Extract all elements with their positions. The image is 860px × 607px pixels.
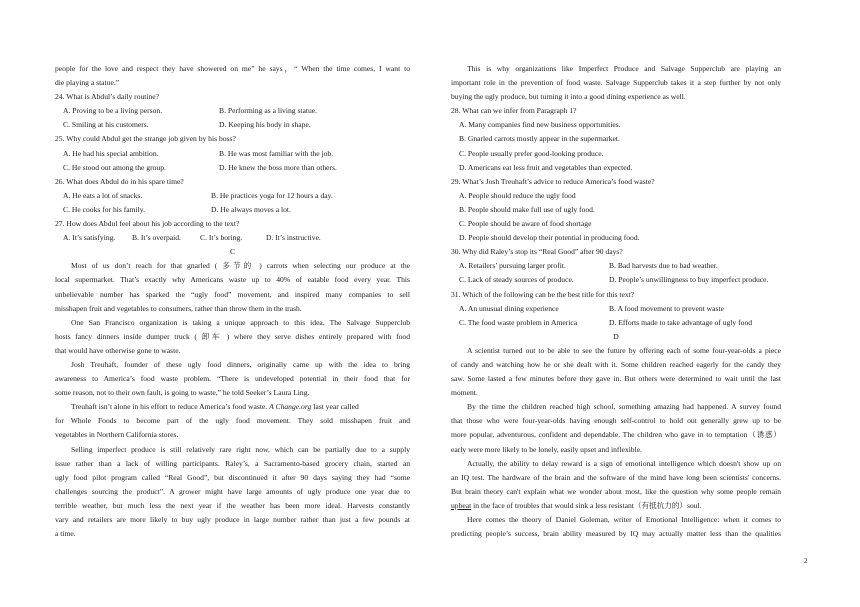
paragraph-line: One San Francisco organization is taking a unique approach to this idea. The Salvage Supperclub xyxy=(71,317,410,327)
section-heading-c: C xyxy=(229,247,236,257)
left-column xyxy=(55,62,410,541)
paragraph-line: people for the love and respect they have showered on me” he says，“ When the time comes, I want to xyxy=(55,64,410,73)
option-a: A. It’s satisfying. xyxy=(63,233,116,243)
paragraph-line: unbelievable number has sparked the “ugly food” movement, and inspired many companies to sell xyxy=(55,289,410,299)
paragraph-line xyxy=(451,499,781,513)
question-30-options-row1 xyxy=(451,259,781,273)
paragraph-line: die playing a statue.” xyxy=(55,78,120,88)
question-26-options-row2 xyxy=(55,203,410,217)
option-b: B. He practices yoga for 12 hours a day. xyxy=(211,190,333,200)
question-24-options-row2 xyxy=(55,118,410,132)
option-d: D. He always moves a lot. xyxy=(211,204,291,214)
question-31-options-row1 xyxy=(451,302,781,316)
question-28: 28. What can we infer from Paragraph 1? xyxy=(451,106,577,116)
paragraph-line: for Whole Foods to become part of the ugly food movement. They sold misshapen fruit and xyxy=(55,416,410,426)
option-d: D. Keeping his body in shape. xyxy=(219,120,311,130)
option-a: A. He had his special ambition. xyxy=(63,148,159,158)
paragraph-line: terrible weather, but much less the next year if the weather has been more ideal. Harvests constantly xyxy=(55,500,410,510)
paragraph-line: issue rather than a lack of willing participants. Raley’s, a Sacramento-based grocery chain, started an xyxy=(55,458,410,468)
option-c: C. People should be aware of food shortage xyxy=(459,219,592,229)
paragraph-line: This is why organizations like Imperfect Produce and Salvage Supperclub are playing an xyxy=(467,64,781,73)
paragraph-line: predicting people’s success, brain ability measured by IQ may actually matter less than the qualities xyxy=(451,529,781,539)
paragraph-line: buying the ugly produce, but turning it into a good dining experience as well. xyxy=(451,92,686,102)
question-26-options-row1 xyxy=(55,189,410,203)
paragraph-line: that those who were four-year-olds having enough self-control to hold out generally grew up to be xyxy=(451,416,781,426)
paragraph-line: But brain theory can't explain what we wonder about most, like the question why some people remain xyxy=(451,486,781,496)
option-d: D. It’s instructive. xyxy=(266,233,321,243)
paragraph-text: Treuhaft isn’t alone in his effort to reduce America’s food waste. xyxy=(71,402,268,412)
paragraph-line xyxy=(55,400,410,414)
paragraph-line: Actually, the ability to delay reward is a sign of emotional intelligence which doesn't show up on xyxy=(467,458,781,468)
paragraph-line: moment. xyxy=(451,388,478,398)
question-30: 30. Why did Raley’s stop its “Real Good” after 90 days? xyxy=(451,247,623,257)
option-b: B. People should make full use of ugly food. xyxy=(459,204,595,214)
option-a: A. People should reduce the ugly food xyxy=(459,190,576,200)
paragraph-line: vary and retailers are more likely to buy ugly produce in large number rather than just a few pounds at xyxy=(55,515,410,524)
paragraph-line: ugly food pilot program called “Real Good”, but discontinued it after 90 days saying they had “some xyxy=(55,472,410,482)
option-a: A. Retailers’ pursuing larger profit. xyxy=(459,261,566,271)
paragraph-line: local supermarket. That’s exactly why Americans waste up to 40% of eatable food every year. This xyxy=(55,275,410,285)
option-d: D. He knew the boss more than others. xyxy=(219,162,337,172)
paragraph-line: a time. xyxy=(55,529,76,539)
paragraph-line: that would have otherwise gone to waste. xyxy=(55,345,181,355)
paragraph-line: an IQ test. The hardware of the brain and the software of the mind have long been scientists' concerns. xyxy=(451,472,781,482)
question-29: 29. What’s Josh Treuhaft’s advice to reduce America’s food waste? xyxy=(451,176,655,186)
question-24-options-row1 xyxy=(55,104,410,118)
question-25-options-row2 xyxy=(55,161,410,175)
question-30-options-row2 xyxy=(451,273,781,287)
question-27: 27. How does Abdul feel about his job according to the text? xyxy=(55,219,240,229)
question-26: 26. What does Abdul do in his spare time? xyxy=(55,176,184,186)
question-27-options xyxy=(55,231,410,245)
option-c: C. Smiling at his customers. xyxy=(63,120,149,130)
option-c: C. People usually prefer good-looking produce. xyxy=(459,148,604,158)
paragraph-line: early were more likely to be lonely, easily upset and inflexible. xyxy=(451,444,642,454)
question-25: 25. Why could Abdul get the strange job given by his boss? xyxy=(55,134,236,144)
paragraph-line: By the time the children reached high school, something amazing had happened. A survey found xyxy=(467,402,781,412)
option-b: B. He was most familiar with the job. xyxy=(219,148,334,158)
question-31-options-row2 xyxy=(451,316,781,330)
section-heading-d: D xyxy=(613,331,619,341)
option-b: B. Performing as a living statue. xyxy=(219,106,318,116)
italic-source: A Change.org xyxy=(269,402,312,412)
option-a: A. An unusual dining experience xyxy=(459,303,559,313)
paragraph-line: Josh Treuhaft, founder of these ugly food dinners, originally came up with the idea to bring xyxy=(71,359,410,369)
paragraph-line: some reason, not to their own fault, is going to waste,” he told Seeker’s Laura Ling. xyxy=(55,388,310,398)
option-c: C. The food waste problem in America xyxy=(459,317,578,327)
paragraph-line: challenges sourcing the product”. A grower might have large amounts of ugly produce one year due to xyxy=(55,486,410,496)
option-c: C. It’s boring. xyxy=(200,233,243,243)
paragraph-line: vegetables in Northern California stores. xyxy=(55,430,179,440)
option-b: B. It’s overpaid. xyxy=(132,233,181,243)
underlined-word: upbeat xyxy=(451,500,472,510)
paragraph-line: hosts fancy dinners inside dumper truck ( 卸车 ) where they serve dishes entirely prepared with food xyxy=(55,331,410,341)
option-c: C. He cooks for his family. xyxy=(63,204,145,214)
paragraph-text: last year called xyxy=(313,402,359,412)
paragraph-line: Here comes the theory of Daniel Goleman, writer of Emotional Intelligence: when it comes to xyxy=(467,515,781,524)
option-a: A. He eats a lot of snacks. xyxy=(63,190,143,200)
paragraph-line: more popular, adventurous, confident and dependable. The children who gave in to temptation（诱惑） xyxy=(451,430,781,440)
option-b: B. Gnarled carrots mostly appear in the supermarket. xyxy=(459,134,620,144)
option-c: C. He stood out among the group. xyxy=(63,162,166,172)
paragraph-line: misshapen fruit and vegetables to consumers, rather than throw them in the trash. xyxy=(55,303,302,313)
option-d: D. People’s unwillingness to buy imperfect produce. xyxy=(609,275,769,285)
option-d: D. People should develop their potential in producing food. xyxy=(459,233,640,243)
paragraph-line: Most of us don’t reach for that gnarled ( 多节的 ) carrots when selecting our produce at the xyxy=(71,261,410,271)
question-31: 31. Which of the following can be the best title for this text? xyxy=(451,289,635,299)
paragraph-text: in the face of troubles that would sink a less resistant（有抵抗力的）soul. xyxy=(473,500,702,510)
paragraph-line: saw. Some lasted a few minutes before they gave in. But others were determined to wait until the last xyxy=(451,374,781,384)
paragraph-line: important role in the prevention of food waste. Salvage Supperclub takes it a step further by not only xyxy=(451,78,781,88)
paragraph-line: A scientist turned out to be able to see the future by offering each of some four-year-olds a piece xyxy=(467,345,781,355)
paragraph-line: Selling imperfect produce is still relatively rare right now, which can be partially due to a supply xyxy=(71,444,410,454)
option-b: B. A food movement to prevent waste xyxy=(609,303,724,313)
option-d: D. Americans eat less fruit and vegetables than expected. xyxy=(459,162,633,172)
question-25-options-row1 xyxy=(55,147,410,161)
option-a: A. Proving to be a living person. xyxy=(63,106,163,116)
option-b: B. Bad harvests due to bad weather. xyxy=(609,261,718,271)
paragraph-line: of candy and watching how he or she dealt with it. Some children reached eagerly for the candy they xyxy=(451,359,781,369)
question-24: 24. What is Abdul’s daily routine? xyxy=(55,92,160,102)
paragraph-line: awareness to America’s food waste problem. “There is undeveloped potential in their food that for xyxy=(55,374,410,384)
option-c: C. Lack of steady sources of produce. xyxy=(459,275,574,285)
option-d: D. Efforts made to take advantage of ugly food xyxy=(609,317,753,327)
page-number: 2 xyxy=(804,557,808,565)
right-column xyxy=(451,62,781,541)
option-a: A. Many companies find new business opportunities. xyxy=(459,120,621,130)
